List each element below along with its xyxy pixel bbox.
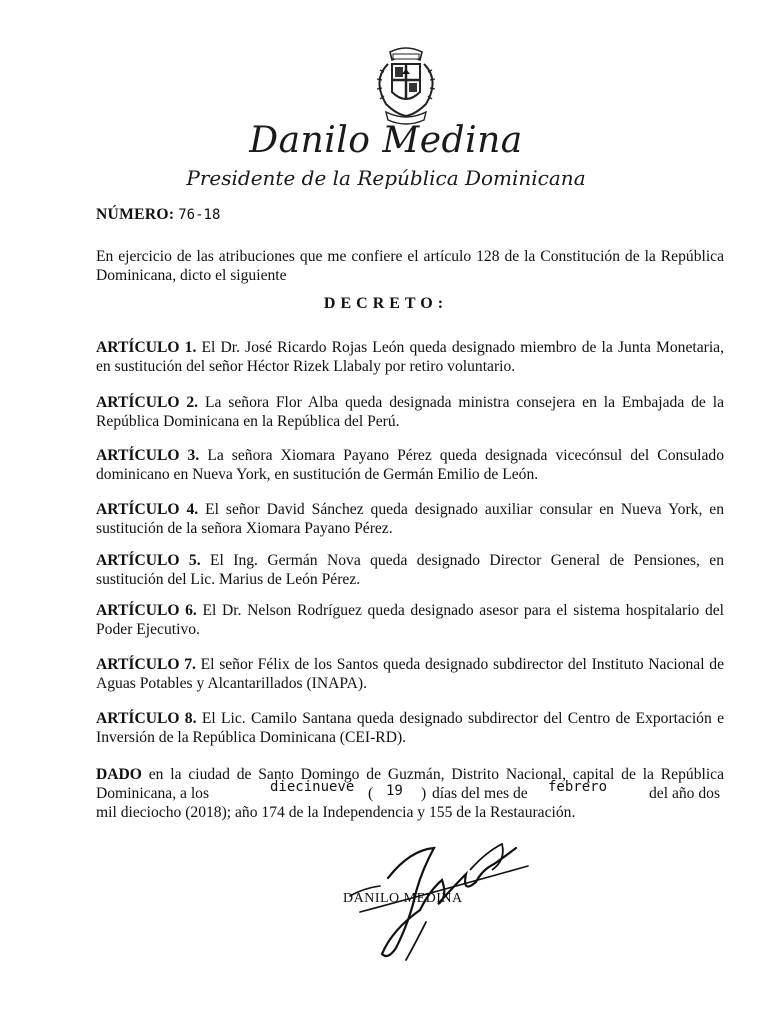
- paren-close: ): [421, 785, 427, 802]
- article-2-text: La señora Flor Alba queda designada ministra consejera en la Embajada de la República Dominicana en la República del Perú.: [96, 394, 724, 430]
- president-title: Presidente de la República Dominicana: [186, 166, 586, 190]
- article-5-label: ARTÍCULO 5.: [96, 552, 201, 569]
- article-4-label: ARTÍCULO 4.: [96, 501, 199, 518]
- article-7-label: ARTÍCULO 7.: [96, 656, 196, 673]
- article-4: [96, 500, 724, 538]
- article-5-text: El Ing. Germán Nova queda designado Director General de Pensiones, en sustitución del Lic. Marius de León Pérez.: [96, 552, 724, 588]
- decree-number-value: 76-18: [178, 207, 221, 223]
- decree-number-label: NÚMERO:: [96, 206, 175, 223]
- article-7-text: El señor Félix de los Santos queda designado subdirector del Instituto Nacional de Aguas Potables y Alcantarillados (INAPA).: [96, 656, 724, 692]
- article-3-label: ARTÍCULO 3.: [96, 447, 200, 464]
- article-2: [96, 393, 724, 431]
- dado-label: DADO: [96, 766, 142, 783]
- article-7: [96, 655, 724, 693]
- dado-line-2-middle: días del mes de: [432, 785, 528, 802]
- dado-line-2-start: Dominicana, a los: [96, 785, 210, 802]
- dado-line-1-text: en la ciudad de Santo Domingo de Guzmán, Distrito Nacional, capital de la República: [148, 766, 724, 783]
- president-name-heading: Danilo Medina: [249, 120, 523, 161]
- day-number-field: 19: [386, 783, 403, 799]
- dado-line-2: [96, 784, 724, 803]
- article-8-text: El Lic. Camilo Santana queda designado subdirector del Centro de Exportación e Inversión de la República Dominicana (CEI-RD).: [96, 710, 724, 746]
- decree-heading: DECRETO:: [323, 295, 449, 312]
- decree-number: [96, 206, 220, 224]
- article-3: [96, 446, 724, 484]
- article-3-text: La señora Xiomara Payano Pérez queda designada vicecónsul del Consulado dominicano en Nueva York, en sustitución de Germán Emilio de León.: [96, 447, 725, 483]
- article-2-label: ARTÍCULO 2.: [96, 394, 199, 411]
- day-word-field: diecinueve: [270, 779, 355, 795]
- dado-line-2-end: del año dos: [649, 785, 721, 802]
- article-1-text: El Dr. José Ricardo Rojas León queda designado miembro de la Junta Monetaria, en sustitución del señor Héctor Rizek Llabaly por retiro voluntario.: [96, 339, 724, 375]
- article-6: [96, 601, 724, 639]
- month-field: febrero: [548, 779, 608, 795]
- article-1: [96, 338, 724, 376]
- paren-open: (: [368, 785, 374, 802]
- signatory-printed-name: DANILO MEDINA: [343, 891, 463, 906]
- dado-line-3: mil dieciocho (2018); año 174 de la Independencia y 155 de la Restauración.: [96, 804, 576, 821]
- dado-line-1: [96, 765, 724, 784]
- dominican-coat-of-arms-icon: [366, 42, 446, 128]
- article-6-text: El Dr. Nelson Rodríguez queda designado asesor para el sistema hospitalario del Poder Ejecutivo.: [96, 602, 725, 638]
- article-4-text: El señor David Sánchez queda designado auxiliar consular en Nueva York, en sustitución de la señora Xiomara Payano Pérez.: [96, 501, 725, 537]
- article-8: [96, 709, 724, 747]
- article-8-label: ARTÍCULO 8.: [96, 710, 197, 727]
- article-5: [96, 551, 724, 589]
- article-1-label: ARTÍCULO 1.: [96, 339, 197, 356]
- intro-paragraph: En ejercicio de las atribuciones que me confiere el artículo 128 de la Constitución de la República Dominicana, dicto el siguiente: [96, 248, 724, 284]
- article-6-label: ARTÍCULO 6.: [96, 602, 197, 619]
